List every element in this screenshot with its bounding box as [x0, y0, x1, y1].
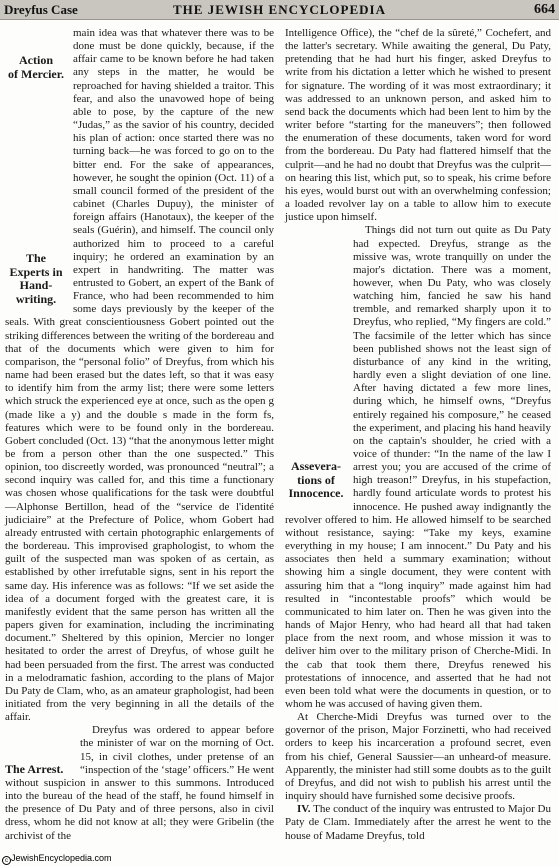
header-article: Dreyfus Case [4, 2, 78, 17]
paragraph [5, 724, 274, 842]
paragraph-text: Things did not turn out quite as Du Paty had expected. Dreyfus, strange as the missive was, wrote tranquilly on under the major's dictation. There was a moment, however, when Du Paty, who was closely watching him, fancied he saw his hand tremble, and remarked sharply upon it to Dreyfus, who replied, “My fingers are cold.” The facsimile of the letter which has since been published shows not the least sign of disturbance of any kind in the writing, hardly even a slight deviation of one line. After having dictated a few more lines, during which, he himself owns, “Dreyfus entirely regained his composure,” he ceased the experiment, and placing his hand heavily on the captain's shoulder, he cried with a voice of thunder: “In the name of the law I arrest you; you are accused of the crime of high treason!” Dreyfus, in his stupefaction, hardly found articulate words to protest his innocence. He pushed away indignantly the revolver offered to him. He allowed himself to be searched without resistance, saying: “Take my keys, examine everything in my house; I am innocent.” Du Paty and his associates then held a summary examination; without showing him a single document, they were content with assuring him that a “long inquiry” made against him had resulted in “incontestable proofs” which would be communicated to him later on. Then he was given into the hands of Major Henry, who had heard all that had taken place from the next room, and whose mission it was to deliver him over to the military prison of Cherche-Midi. In the cab that took them there, Dreyfus renewed his protestations of innocence, and asserted that he had not even been told what were the documents in question, or to whom he was accused of having given them. [285, 224, 551, 710]
right-column [285, 27, 551, 843]
paragraph-text: Intelligence Office), the “chef de la sûreté,” Cochefert, and the latter's secretary. While awaiting the general, Du Paty, pretending that he had hurt his finger, asked Dreyfus to write from his dictation a letter which he wished to present for signature. The wording of it was most extraordinary; it was addressed to an unknown person, and asked him to send back the documents which had been lent to him by the writer before “starting for the maneuvers”; then followed the enumeration of these documents, taken word for word from the bordereau. Du Paty had flattered himself that the culprit—and he had no doubt that Dreyfus was the culprit—on hearing this list, which put, so to speak, his crime before his eyes, would burst out with an overwhelming confession; a loaded revolver lay on a table to allow him to execute justice upon himself. [285, 27, 551, 224]
paragraph [285, 803, 551, 842]
footer-credit[interactable] [2, 853, 112, 865]
footer-site: JewishEncyclopedia.com [11, 853, 112, 863]
paragraph-text: Dreyfus was ordered to appear before the minister of war on the morning of Oct. 15, in civil clothes, under pretense of an “inspection of the ‘stage’ officers.” He went without suspicion in answer to this summons. Introduced into the bureau of the head of the staff, he found himself in the presence of Du Paty and of three persons, also in civil dress, whom he did not know at all; they were Gribelin (the archivist of the [5, 724, 274, 842]
paragraph-text: The conduct of the inquiry was entrusted to Major Du Paty de Clam. Immediately after the arrest he went to the house of Madame Dreyfus, told [285, 803, 551, 842]
paragraph-text: At Cherche-Midi Dreyfus was turned over to the governor of the prison, Major Forzinetti, who had received orders to keep his incarceration a profound secret, even from his chief, General Saussier—an unheard-of measure. Apparently, the minister had still some doubts as to the guilt of Dreyfus, and did not wish to publish his arrest until the inquiry should have furnished some decisive proofs. [285, 711, 551, 803]
running-header [0, 0, 559, 20]
paragraph [285, 27, 551, 224]
sidenote-asseverations-of-innocence: Assevera- tions of Innocence. [288, 459, 344, 501]
section-number: IV. [297, 803, 311, 816]
page-number: 664 [534, 2, 555, 17]
paragraph [5, 27, 274, 724]
copyright-icon: c [2, 856, 11, 865]
sidenote-experts-in-handwriting: The Experts in Hand- writing. [9, 251, 63, 306]
sidenote-the-arrest: The Arrest. [5, 762, 64, 777]
left-column [5, 27, 274, 843]
sidenote-action-of-mercier: Action of Mercier. [8, 53, 64, 81]
header-title: THE JEWISH ENCYCLOPEDIA [173, 2, 386, 17]
paragraph [285, 711, 551, 803]
paragraph [285, 224, 551, 711]
paragraph-text: main idea was that whatever there was to be done must be done quickly, because, if the affair came to be known before he had taken any steps in the matter, he would be reproached for having shielded a traitor. This fear, and also the unavowed hope of being able to pose, by the capture of the new “Judas,” as the savior of his country, decided his plan of action: once started there was no turning back—he was forced to go on to the bitter end. For the sake of appearances, however, he sought the opinion (Oct. 11) of a small council formed of the president of the cabinet (Charles Dupuy), the minister of foreign affairs (Hanotaux), the keeper of the seals (Guérin), and himself. The council only authorized him to proceed to a careful inquiry; he ordered an examination by an expert in handwriting. The matter was entrusted to Gobert, an expert of the Bank of France, who had been recommended to him some days previously by the keeper of the seals. With great conscientiousness Gobert pointed out the striking differences between the writing of the bordereau and that of the documents which were given to him for comparison, the “personal folio” of Dreyfus, from which his name had been erased but the dates left, so that it was easy to identify him from the army list; there were some letters which struck the experienced eye at once, such as the open g (made like a y) and the double s made in the form fs, features which were to be found only in the bordereau. Gobert concluded (Oct. 13) “that the anonymous letter might be from a person other than the one suspected.” This opinion, too discreetly worded, was pronounced “neutral”; a second inquiry was called for, and this time a functionary was chosen whose qualifications for the task were doubtful—Alphonse Bertillon, head of the “service de l'identité judiciaire” at the Prefecture of Police, whom Gobert had already entrusted with certain photographic enlargements of the bordereau. This improvised graphologist, to whom the guilt of the suspected man was spoken of as certain, as established by other irrefutable signs, sent in his report the same day. His inference was as follows: “If we set aside the idea of a document forged with the greatest care, it is manifestly evident that the same person has written all the papers given for examination, including the incriminating document.” Sheltered by this opinion, Mercier no longer hesitated to order the arrest of Dreyfus, of whose guilt he had been persuaded from the first. The arrest was conducted in a melodramatic fashion, according to the plans of Major Du Paty de Clam, who, as an amateur graphologist, had been initiated from the very beginning in all the details of the affair. [5, 27, 274, 724]
